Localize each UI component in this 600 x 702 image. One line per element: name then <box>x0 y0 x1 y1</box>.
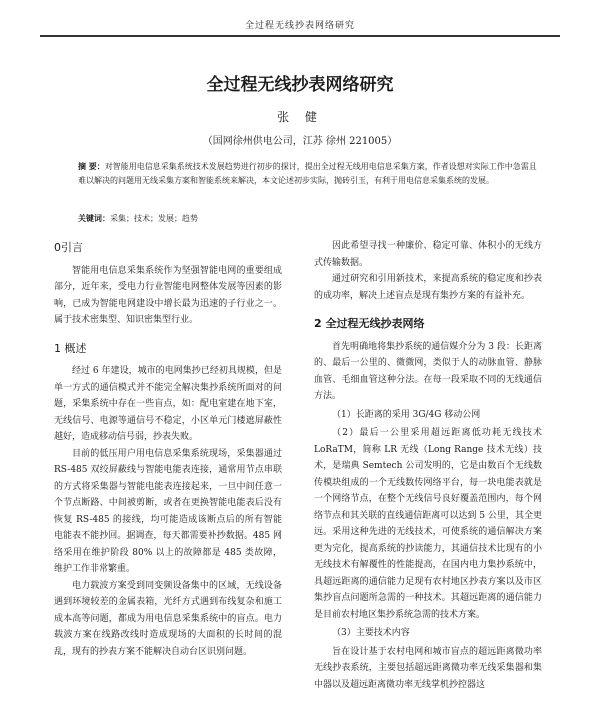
paragraph: 目前的低压用户用电信息采集系统现场，采集器通过 RS-485 双绞屏蔽线与智能电能表连接，通常用节点串联的方式将采集器与智能电能表连接起来，一旦中间任意一个节点断路、中间被剪断，或者在更换智能电能表后没有恢复 RS-485 的接线，均可能造成该断点后的所有智能电能表不能抄回。据调查，每天都需要补抄数据。485 网络采用在维护阶段 80% 以上的故障都是 485 类故障，维护工作非常繁重。 <box>54 448 282 574</box>
paragraph: 电力载波方案受到同变频设备集中的区域，无线设备遇到环境较差的金属表箱，光纤方式遇到布线复杂和施工成本高等问题，都成为用电信息采集系统中的盲点。电力载波方案在线路改线时造成现场的大面积的长时间的混乱，现有的抄表方案不能解决自动台区识别问题。 <box>54 580 282 657</box>
paragraph: 因此希望寻找一种廉价、稳定可靠、体积小的无线方式传输数据。 <box>314 241 542 268</box>
paragraph: 旨在设计基于农村电网和城市盲点的超远距离微功率无线抄表系统，主要包括超远距离微功率无线采集器和集中器以及超远距离微功率无线掌机抄控器这 <box>314 646 542 690</box>
subheading: （3）主要技术内容 <box>332 628 410 638</box>
section-heading-overview: 1 概述 <box>54 341 87 355</box>
keywords-text: 采集；技术；发展；趋势 <box>110 214 198 223</box>
section-heading-intro: 0引言 <box>54 241 83 254</box>
paragraph: 智能用电信息采集系统作为坚强智能电网的重要组成部分，近年来，受电力行业智能电网整体发展等因素的影响，已成为智能电网建设中增长最为迅速的子行业之一。属于技术密集型、知识密集型行业。 <box>54 265 282 325</box>
right-column <box>314 238 542 693</box>
paragraph: （2）最后一公里采用超远距离低功耗无线技术 LoRaTM，简称 LR 无线（Long Range 技术无线）技术，是瑞典 Semtech 公司发明的，它是由数百个无线数传模块组成的一个无线数传网络平台，每一块电能表就是一个网络节点，在整个无线信号良好覆盖范围内，每个网络节点和其关联的直线通信距离可以达到 5 公里，其全更远。采用这种先进的无线技术，可使系统的通信解决方案更为完化，提高系统的抄读能力，其通信技术比现有的小无线技术有解覆性的性能提高，在国内电力集抄系统中，具超远距离的通信能力足现有农村地区抄表方案以及市区集抄盲点问题所急需的一种技术。其超远距离的通信能力是目前农村地区集抄系统急需的技术方案。 <box>314 428 542 620</box>
affiliation: （国网徐州供电公司，江苏 徐州 221005） <box>202 136 398 147</box>
paragraph: 通过研究和引用新技术，来提高系统的稳定度和抄表的成功率，解决上述盲点是现有集抄方案的有益补充。 <box>314 274 542 301</box>
left-column <box>54 238 282 660</box>
paper-title: 全过程无线抄表网络研究 <box>206 75 394 95</box>
subheading: （1）长距离的采用 3G/4G 移动公网 <box>332 409 481 420</box>
abstract-text: 对智能用电信息采集系统技术发展趋势进行初步的探讨，提出全过程无线用电信息采集方案，作者设想对实际工作中急需且难以解决的问题用无线采集方案和智能系统来解决，本文论述初步实际，抛砖引玉，有利于用电信息采集系统的发展。 <box>78 162 537 185</box>
paragraph: 经过 6 年建设，城市的电网集抄已经初具规模，但是单一方式的通信模式并不能完全解决集抄系统所面对的问题，采集系统中存在一些盲点，如：配电室建在地下室，无线信号、电源等通信号不稳定，小区单元门楼遮屏蔽性越好，造成移动信号弱，抄表失败。 <box>54 366 282 442</box>
abstract <box>78 160 540 188</box>
abstract-label: 摘 要： <box>78 162 105 171</box>
running-header: 全过程无线抄表网络研究 <box>40 18 560 36</box>
author: 张 健 <box>277 110 323 124</box>
section-heading-scheme: 2 全过程无线抄表网络 <box>314 317 425 330</box>
keywords <box>78 212 540 226</box>
paragraph: 首先明确地将集抄系统的通信媒介分为 3 段：长距离的、最后一公里的、微微网，类似于人的动脉血管、静脉血管、毛细血管这种分法。在每一段采取不同的无线通信方法。 <box>314 341 542 401</box>
header-rule <box>40 36 560 37</box>
keywords-label: 关键词： <box>78 214 110 223</box>
